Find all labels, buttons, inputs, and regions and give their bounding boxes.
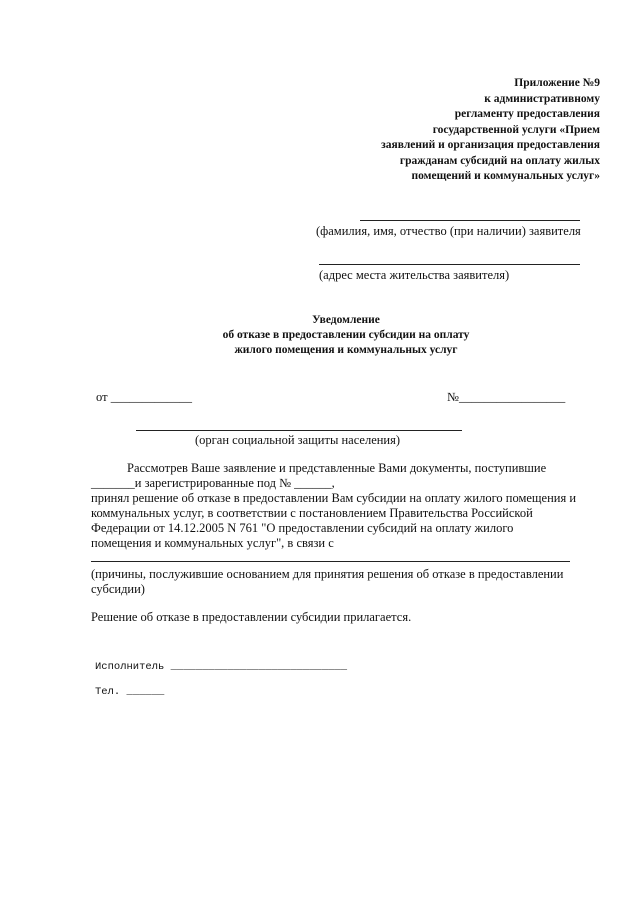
appendix-line: регламенту предоставления: [454, 108, 600, 120]
date-label: от: [96, 390, 108, 404]
phone-field[interactable]: [95, 686, 164, 698]
appendix-line: Приложение №9: [514, 77, 600, 89]
executor-blank[interactable]: ____________________________: [170, 661, 348, 673]
applicant-address-line[interactable]: [319, 264, 580, 265]
body-line: Рассмотрев Ваше заявление и представленные Вами документы, поступившие: [127, 461, 547, 475]
reason-caption: субсидии): [91, 582, 145, 596]
attachment-note: Решение об отказе в предоставлении субсидии прилагается.: [91, 610, 412, 624]
body-line: помещения и коммунальных услуг", в связи с: [91, 536, 334, 550]
organ-caption: (орган социальной защиты населения): [195, 433, 401, 447]
applicant-name-caption: (фамилия, имя, отчество (при наличии) заявителя: [316, 224, 581, 238]
body-line: _______и зарегистрированные под № ______,: [91, 476, 335, 490]
phone-blank[interactable]: ______: [126, 686, 165, 698]
appendix-line: помещений и коммунальных услуг»: [411, 170, 600, 182]
applicant-name-line[interactable]: [360, 220, 580, 221]
title-line: жилого помещения и коммунальных услуг: [234, 344, 458, 356]
appendix-line: к административному: [484, 92, 600, 105]
date-blank[interactable]: _____________: [110, 390, 192, 404]
appendix-line: заявлений и организация предоставления: [381, 139, 600, 151]
number-blank[interactable]: _________________: [458, 390, 566, 404]
title-line: об отказе в предоставлении субсидии на оплату: [222, 329, 470, 341]
applicant-address-caption: (адрес места жительства заявителя): [319, 268, 510, 282]
date-field[interactable]: [96, 390, 192, 405]
organ-line[interactable]: [136, 430, 462, 431]
reason-caption: (причины, послужившие основанием для принятия решения об отказе в предоставлении: [91, 567, 564, 581]
body-line: коммунальных услуг, в соответствии с постановлением Правительства Российской: [91, 506, 533, 520]
number-field[interactable]: [447, 390, 565, 405]
title-line: Уведомление: [312, 314, 380, 326]
appendix-line: государственной услуги «Прием: [432, 123, 600, 136]
reason-line[interactable]: [91, 561, 570, 562]
appendix-line: гражданам субсидий на оплату жилых: [399, 154, 600, 167]
number-label: №: [447, 390, 459, 404]
body-line: принял решение об отказе в предоставлении Вам субсидии на оплату жилого помещения и: [91, 491, 577, 505]
phone-label: Тел.: [95, 686, 121, 698]
document-title: [0, 313, 640, 358]
executor-field[interactable]: [95, 661, 347, 673]
body-line: Федерации от 14.12.2005 N 761 "О предоставлении субсидий на оплату жилого: [91, 521, 514, 535]
executor-label: Исполнитель: [95, 661, 165, 673]
appendix-header: [300, 76, 600, 185]
